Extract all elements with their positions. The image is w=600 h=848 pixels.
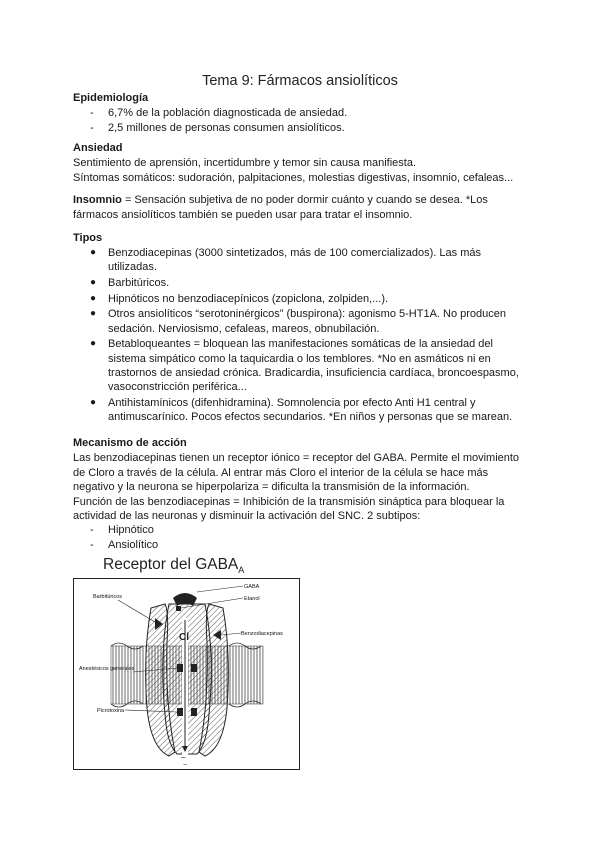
text-line: negativo y la neurona se hiperpolariza = dificulta la transmisión de la información. [73,481,470,494]
tipos-item [108,292,528,306]
figure-title: Receptor del $GABA_A$ [103,556,245,576]
tipos-item [108,337,528,395]
text-line: de Cloro a través de la célula. Al entrar más Cloro el interior de la célula se hace más [73,466,489,479]
ansiedad-text [73,156,533,185]
heading-ansiedad: Ansiedad [73,142,123,154]
tipos-item [108,396,528,425]
tipos-item [108,276,528,290]
bullet-marker: ● [90,277,97,288]
mecanismo-text [73,451,533,524]
chloride-label: Cl [179,632,189,643]
text-line: vasoconstricción periférica... [108,381,247,394]
text-line: utilizadas. [108,261,157,274]
label-etanol: Etanol [244,596,260,602]
tipos-item [108,307,528,336]
subtipo-item: Ansiolítico [108,539,159,551]
page-title: Tema 9: Fármacos ansiolíticos [202,73,398,89]
text-line: Hipnóticos no benzodiacepínicos (zopiclona, zolpiden,...). [108,292,389,305]
dash-marker: - [90,122,94,134]
dash-marker: - [90,107,94,119]
heading-mecanismo: Mecanismo de acción [73,437,187,449]
bullet-marker: ● [90,308,97,320]
text-line: Antihistamínicos (difenhidramina). Somnolencia por efecto Anti H1 central y [108,397,476,409]
text-line: Betabloqueantes = bloquean las manifestaciones somáticas de la ansiedad del [108,338,493,351]
text-line: sistema simpático como la taquicardia o los temblores. *No en asmáticos ni en [108,352,491,365]
subtipo-item: Hipnótico [108,524,154,536]
text-line: Función de las benzodiacepinas = Inhibición de la transmisión sináptica para bloquear la [73,495,505,508]
text-line: fármacos ansiolíticos también se pueden usar para tratar el insomnio. [73,208,413,221]
text-line: Síntomas somáticos: sudoración, palpitaciones, molestias digestivas, insomnio, cefaleas... [73,171,514,184]
minus-sign: − [183,762,188,769]
bullet-marker: ● [90,292,97,304]
insomnio-paragraph [73,193,533,222]
minus-sign: _ [181,749,186,758]
dash-marker: - [90,524,94,536]
text-line: sedación. Nerviosismo, cefaleas, mareos, obnubilación. [108,322,380,335]
text-line: Sentimiento de aprensión, incertidumbre y temor sin causa manifiesta. [73,157,417,169]
heading-tipos: Tipos [73,232,103,244]
tipos-item [108,246,528,275]
text-line: actividad de las neuronas y disminuir la activación del SNC. 2 subtipos: [73,510,421,523]
text-line: Benzodiacepinas (3000 sintetizados, más de 100 comercializados). Las más [108,247,481,259]
label-benzodiacepinas: Benzodiacepinas [241,631,283,637]
epidemiologia-item: 6,7% de la población diagnosticada de ansiedad. [108,107,348,119]
insomnio-term: Insomnio [73,194,122,206]
heading-epidemiologia: Epidemiología [73,92,149,104]
label-barbituricos: Barbitúricos [93,594,123,600]
label-picrotoxina: Picrotoxina [97,708,125,714]
gaba-receptor-diagram [73,578,300,770]
text-line: Barbitúricos. [108,277,170,289]
bullet-marker: ● [90,397,97,408]
text-line: Otros ansiolíticos “serotoninérgicos” (buspirona): agonismo 5-HT1A. No producen [108,308,507,321]
text-line: trastornos de ansiedad crónica. Bradicardia, insuficiencia cardíaca, broncoespasmo, [108,367,519,379]
label-anestesicos: Anestésicos generales [79,666,135,672]
dash-marker: - [90,539,94,551]
bullet-marker: ● [90,247,97,258]
bullet-marker: ● [90,338,97,350]
text-line: = Sensación subjetiva de no poder dormir cuánto y cuando se desea. *Los [121,194,488,206]
label-gaba: GABA [244,584,260,590]
epidemiologia-item: 2,5 millones de personas consumen ansiolíticos. [108,122,345,134]
text-line: antimuscarínico. Pocos efectos secundarios. *En niños y personas que se marean. [108,411,513,424]
text-line: Las benzodiacepinas tienen un receptor iónico = receptor del GABA. Permite el movimiento [73,452,520,464]
